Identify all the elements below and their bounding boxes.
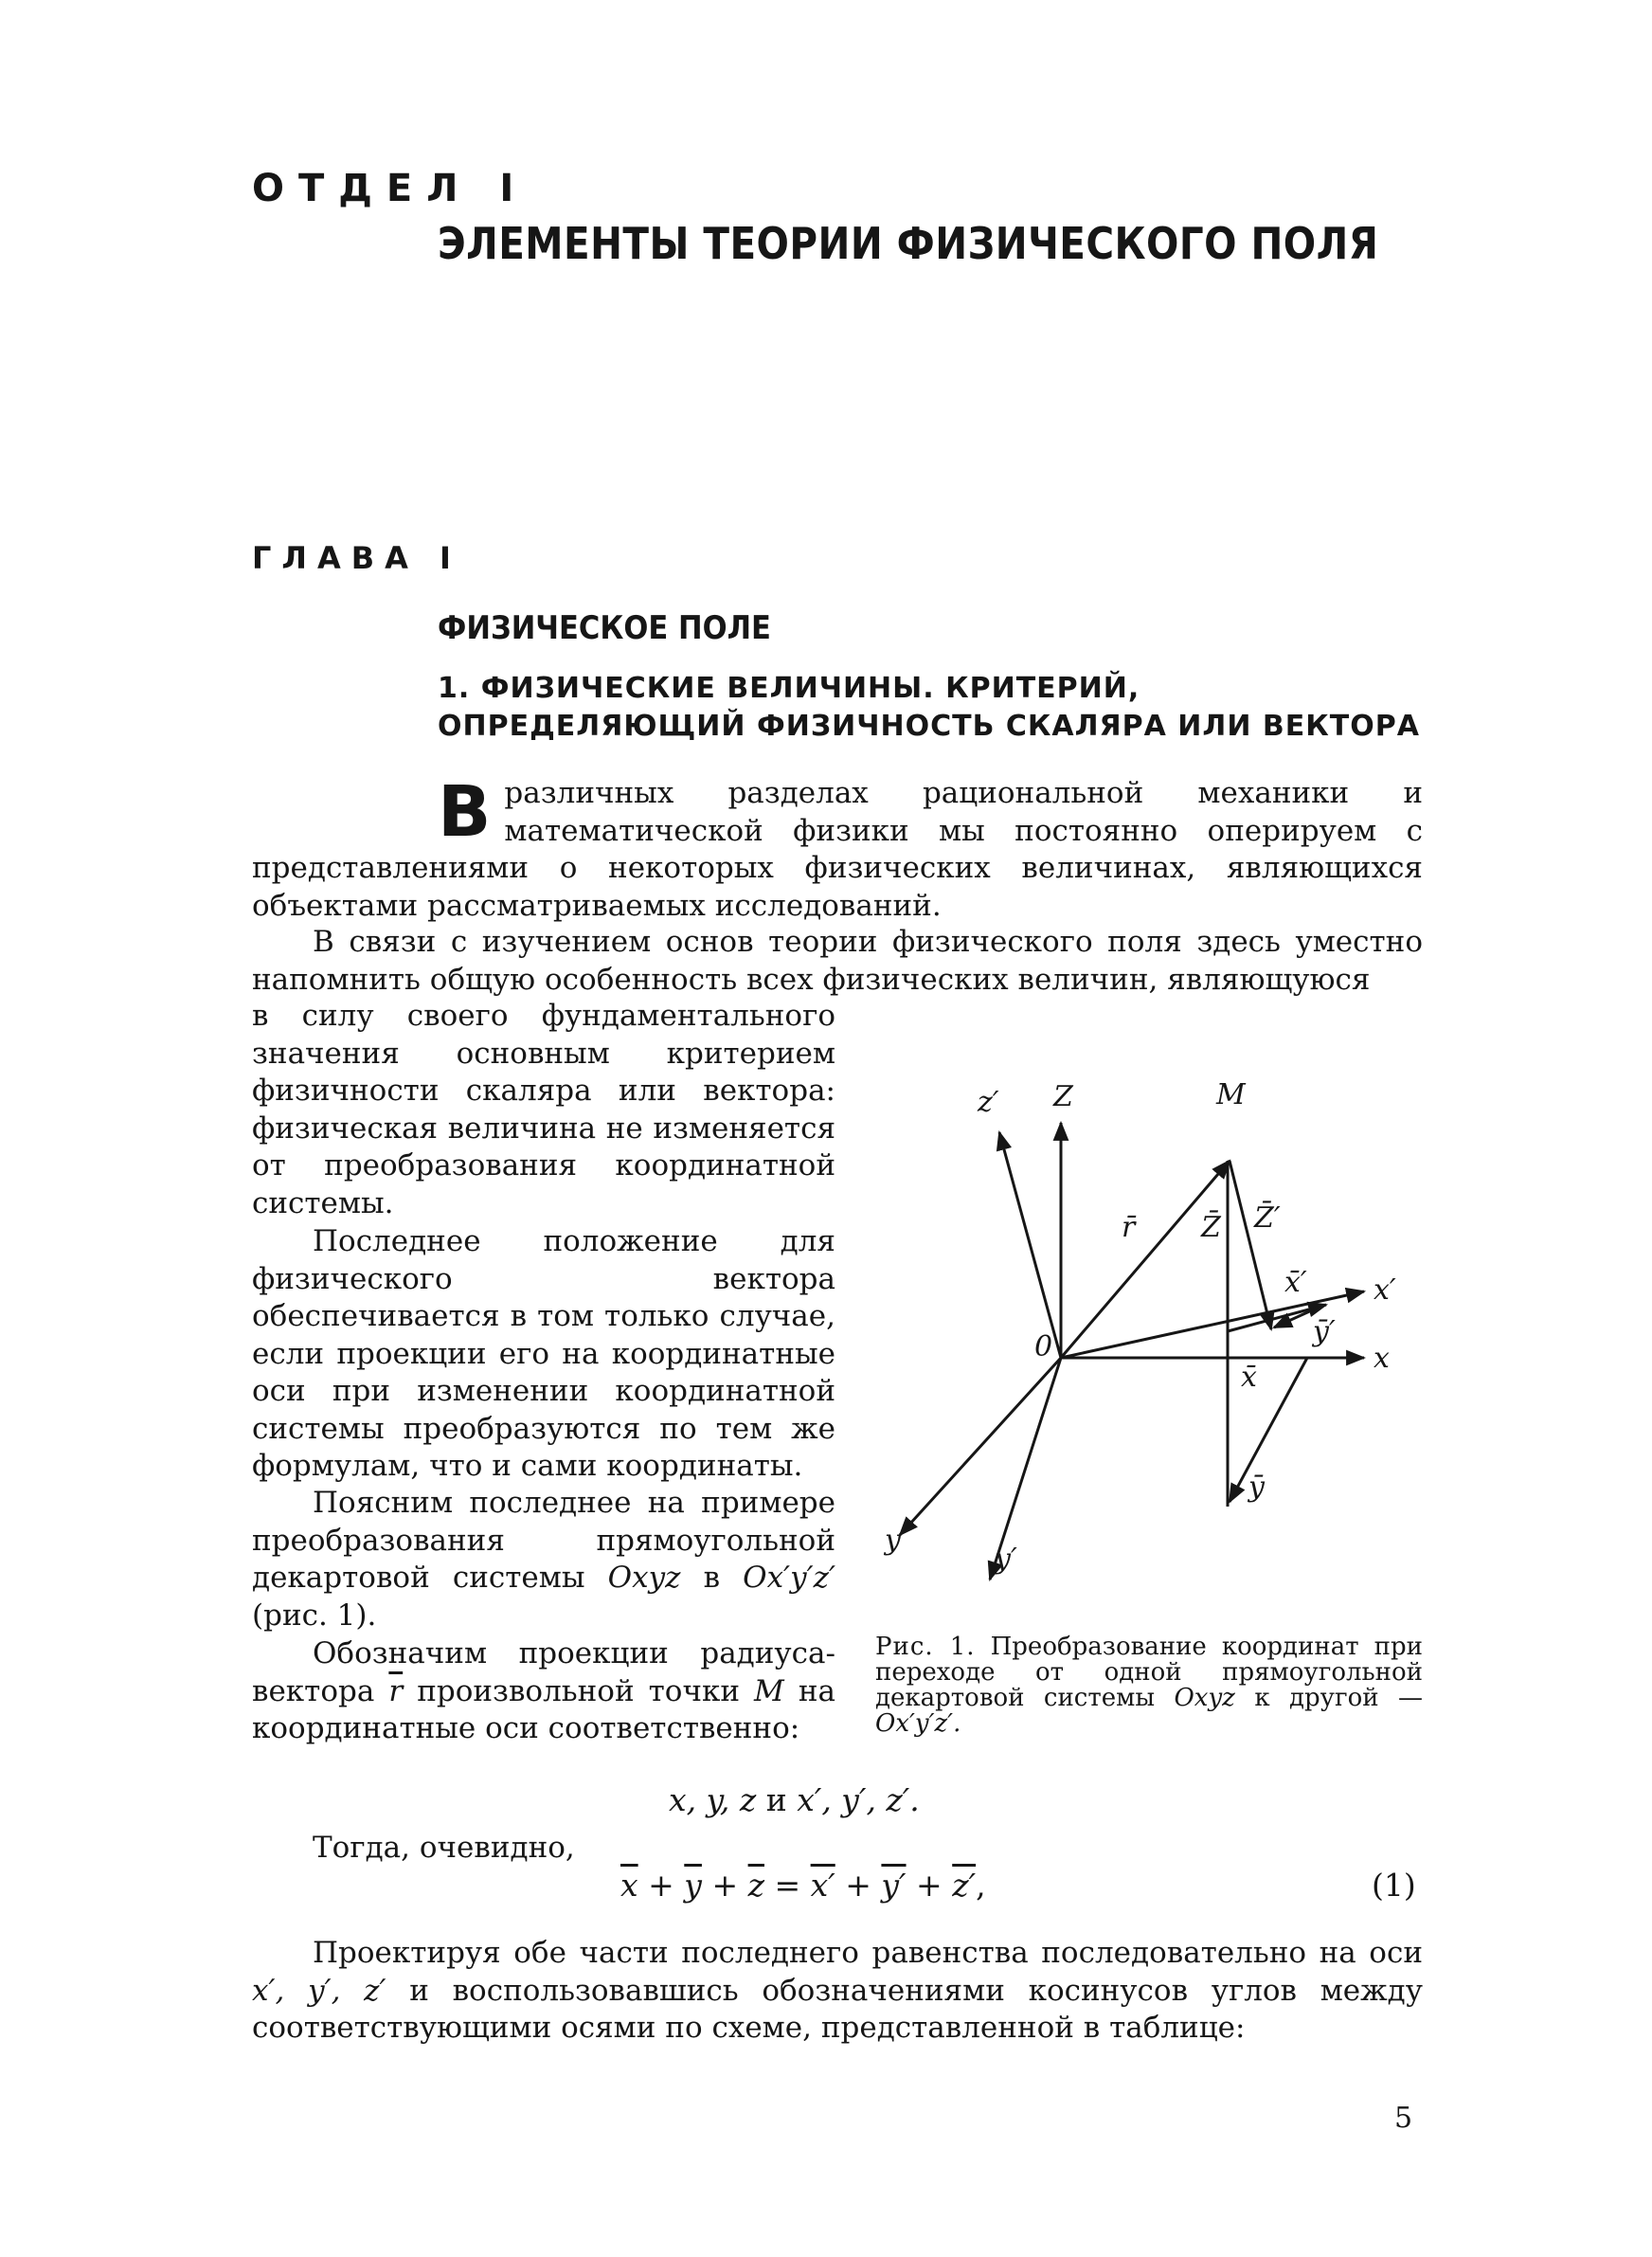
radius-vector-symbol: $\overline{r}$: [388, 1673, 404, 1708]
paragraph-vector: Последнее положение для физического вектора обеспечивается в том только случае, если проекции его на координатные оси при изменении координатной системы преобразуются по тем же формулам, что и сами координаты.: [252, 1224, 835, 1483]
paragraph-example: [252, 1485, 835, 1634]
label-y: y: [885, 1524, 901, 1557]
coords-unprimed: x, y, z: [669, 1781, 757, 1818]
section-title: ЭЛЕМЕНТЫ ТЕОРИИ ФИЗИЧЕСКОГО ПОЛЯ: [438, 218, 1379, 269]
conjunction: в: [703, 1561, 721, 1595]
projections-text-a: Обозначим проекции радиуса-вектора: [252, 1636, 835, 1708]
paragraph-intro: [252, 771, 1423, 925]
coordinates-formula: [669, 1781, 920, 1818]
system-oxyz: Oxyz: [607, 1561, 681, 1595]
then-text: Тогда, очевидно,: [313, 1831, 575, 1865]
eq-term-x: $\overline{x}$: [620, 1867, 638, 1904]
figure-reference: (рис. 1).: [252, 1598, 377, 1633]
eq-term-x-prime: x′: [810, 1867, 835, 1904]
label-m: M: [1216, 1078, 1246, 1111]
label-r-vec: r̄: [1122, 1211, 1136, 1244]
projection-text-a: Проектируя обе части последнего равенства последовательно на оси: [313, 1936, 1423, 1970]
eq-term-y-prime: y′: [881, 1867, 907, 1904]
caption-system-a: Oxyz: [1174, 1684, 1235, 1712]
label-x-prime: x′: [1374, 1273, 1396, 1307]
axis-z-prime: [999, 1132, 1061, 1358]
label-y-prime-vec: ȳ′: [1313, 1315, 1336, 1348]
paragraph-criterion: в силу своего фундаментального значения основным критерием физичности скаляра или вектора: физическая величина не изменяется от преобразования координатной системы.: [252, 999, 835, 1220]
label-y-prime: y′: [995, 1543, 1017, 1576]
caption-label: Рис. 1.: [875, 1633, 976, 1661]
chapter-title: ФИЗИЧЕСКОЕ ПОЛЕ: [438, 609, 771, 647]
radius-vector: [1061, 1161, 1230, 1358]
point-m-symbol: M: [754, 1673, 784, 1708]
coords-primed: x′, y′, z′.: [797, 1781, 920, 1818]
example-text: Поясним последнее на примере преобразования прямоугольной декартовой системы: [252, 1486, 835, 1595]
section-label: ОТДЕЛ I: [252, 167, 529, 210]
label-z: Z: [1053, 1080, 1073, 1113]
chapter-label: ГЛАВА I: [252, 540, 461, 576]
equation-1: $\overline{x} + \overline{y} + \overline{z} = x' + y' + z'$,: [620, 1867, 986, 1904]
eq-term-y: $\overline{y}$: [684, 1867, 702, 1904]
subsection-title: 1. ФИЗИЧЕСКИЕ ВЕЛИЧИНЫ. КРИТЕРИЙ, ОПРЕДЕЛЯЮЩИЙ ФИЗИЧНОСТЬ СКАЛЯРА ИЛИ ВЕКТОРА: [438, 672, 1420, 743]
label-x-prime-vec: x̄′: [1284, 1266, 1307, 1299]
paragraph-physics-note: В связи с изучением основ теории физического поля здесь уместно напомнить общую особенность всех физических величин, являющуюся: [252, 925, 1423, 997]
caption-text-b: к другой —: [1254, 1684, 1424, 1712]
eq-term-z-prime: z′: [952, 1867, 977, 1904]
label-z-vec: Z̄: [1201, 1211, 1221, 1244]
caption-system-b: Ox′y′z′.: [875, 1709, 961, 1738]
paragraph-projection-step: [252, 1935, 1423, 2048]
label-y-vec: ȳ: [1248, 1471, 1265, 1504]
coordinate-figure: [871, 1056, 1440, 1587]
caption-text-a: Преобразование координат при переходе от одной прямоугольной декартовой системы: [875, 1633, 1423, 1712]
label-o: 0: [1034, 1330, 1053, 1363]
system-oxyz-prime: Ox′y′z′: [743, 1561, 836, 1595]
label-x: x: [1374, 1342, 1390, 1375]
paragraph-intro-text: различных разделах рациональной механики и математической физики мы постоянно оперируем с представлениями о некоторых физических величинах, являющихся объектами рассматриваемых исследований.: [252, 776, 1423, 923]
projection-axes: x′, y′, z′: [252, 1973, 386, 2008]
projection-text-b: и воспользовавшись обозначениями косинусов углов между соответствующими осями по схеме, представленной в таблице:: [252, 1973, 1423, 2045]
z-prime-component: [1230, 1161, 1271, 1329]
label-z-prime-vec: Z̄′: [1254, 1201, 1281, 1235]
label-x-vec: x̄: [1241, 1361, 1257, 1394]
paragraph-projections: [252, 1635, 835, 1748]
figure-caption: [875, 1634, 1423, 1737]
coords-and: и: [765, 1781, 787, 1818]
label-z-prime: z′: [978, 1086, 999, 1119]
equation-number: (1): [1372, 1867, 1416, 1904]
page-number: 5: [1394, 2102, 1413, 2135]
projections-text-c: на координатные оси соответственно:: [252, 1673, 835, 1745]
axis-y: [900, 1358, 1061, 1535]
eq-term-z: $\overline{z}$: [747, 1867, 764, 1904]
drop-cap: В: [438, 771, 492, 853]
projections-text-b: произвольной точки: [417, 1673, 741, 1708]
